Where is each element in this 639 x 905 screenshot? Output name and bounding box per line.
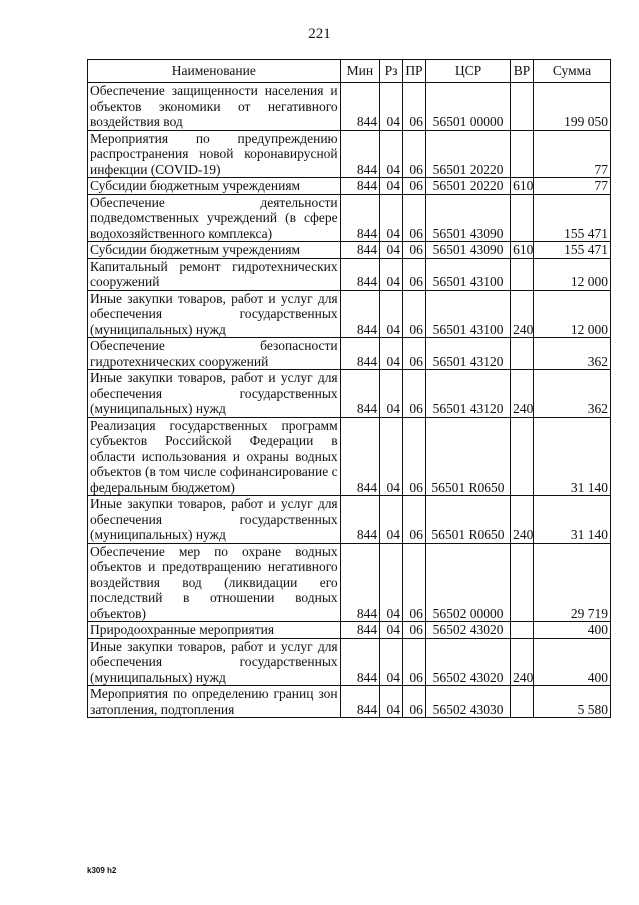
table-row bbox=[88, 83, 611, 131]
row-vr bbox=[511, 622, 534, 639]
row-rz: 04 bbox=[380, 622, 403, 639]
header-csr: ЦСР bbox=[425, 60, 510, 83]
row-csr: 56501 43090 bbox=[425, 242, 510, 259]
row-csr: 56501 R0650 bbox=[425, 417, 510, 496]
row-csr: 56502 00000 bbox=[425, 543, 510, 622]
row-sum: 400 bbox=[533, 638, 610, 686]
row-min: 844 bbox=[340, 686, 380, 718]
row-pr: 06 bbox=[403, 178, 426, 195]
row-name: Субсидии бюджетным учреждениям bbox=[88, 178, 341, 195]
row-csr: 56502 43020 bbox=[425, 638, 510, 686]
row-pr: 06 bbox=[403, 130, 426, 178]
row-pr: 06 bbox=[403, 638, 426, 686]
table-row bbox=[88, 178, 611, 195]
row-csr: 56501 43100 bbox=[425, 290, 510, 338]
table-row bbox=[88, 258, 611, 290]
row-sum: 362 bbox=[533, 370, 610, 418]
row-csr: 56501 R0650 bbox=[425, 496, 510, 544]
row-min: 844 bbox=[340, 290, 380, 338]
row-rz: 04 bbox=[380, 258, 403, 290]
row-csr: 56501 20220 bbox=[425, 178, 510, 195]
row-vr: 240 bbox=[511, 496, 534, 544]
row-rz: 04 bbox=[380, 130, 403, 178]
row-sum: 5 580 bbox=[533, 686, 610, 718]
row-vr bbox=[511, 83, 534, 131]
row-pr: 06 bbox=[403, 417, 426, 496]
row-min: 844 bbox=[340, 638, 380, 686]
row-name: Иные закупки товаров, работ и услуг для обеспечения государственных (муниципальных) нужд bbox=[88, 638, 341, 686]
row-pr: 06 bbox=[403, 258, 426, 290]
row-name: Мероприятия по определению границ зон затопления, подтопления bbox=[88, 686, 341, 718]
header-name: Наименование bbox=[88, 60, 341, 83]
row-name: Капитальный ремонт гидротехнических сооружений bbox=[88, 258, 341, 290]
row-pr: 06 bbox=[403, 496, 426, 544]
row-rz: 04 bbox=[380, 338, 403, 370]
table-row bbox=[88, 130, 611, 178]
row-vr bbox=[511, 543, 534, 622]
header-min: Мин bbox=[340, 60, 380, 83]
row-vr bbox=[511, 417, 534, 496]
row-rz: 04 bbox=[380, 242, 403, 259]
row-vr bbox=[511, 130, 534, 178]
row-vr bbox=[511, 194, 534, 242]
row-min: 844 bbox=[340, 130, 380, 178]
footer-code: k309 h2 bbox=[87, 866, 117, 875]
table-row bbox=[88, 417, 611, 496]
row-csr: 56501 43120 bbox=[425, 338, 510, 370]
row-min: 844 bbox=[340, 496, 380, 544]
row-min: 844 bbox=[340, 338, 380, 370]
header-row bbox=[88, 60, 611, 83]
table-row bbox=[88, 622, 611, 639]
row-pr: 06 bbox=[403, 622, 426, 639]
row-vr: 610 bbox=[511, 242, 534, 259]
table-row bbox=[88, 290, 611, 338]
row-min: 844 bbox=[340, 83, 380, 131]
row-rz: 04 bbox=[380, 417, 403, 496]
row-pr: 06 bbox=[403, 338, 426, 370]
row-min: 844 bbox=[340, 370, 380, 418]
row-pr: 06 bbox=[403, 290, 426, 338]
row-name: Иные закупки товаров, работ и услуг для обеспечения государственных (муниципальных) нужд bbox=[88, 370, 341, 418]
row-min: 844 bbox=[340, 178, 380, 195]
row-sum: 155 471 bbox=[533, 194, 610, 242]
row-rz: 04 bbox=[380, 686, 403, 718]
table-row bbox=[88, 370, 611, 418]
header-pr: ПР bbox=[403, 60, 426, 83]
row-name: Обеспечение защищенности населения и объектов экономики от негативного воздействия вод bbox=[88, 83, 341, 131]
header-rz: Рз bbox=[380, 60, 403, 83]
row-name: Обеспечение безопасности гидротехнических сооружений bbox=[88, 338, 341, 370]
row-vr: 240 bbox=[511, 370, 534, 418]
row-rz: 04 bbox=[380, 194, 403, 242]
row-name: Мероприятия по предупреждению распространения новой коронавирусной инфекции (COVID-19) bbox=[88, 130, 341, 178]
row-sum: 155 471 bbox=[533, 242, 610, 259]
row-sum: 12 000 bbox=[533, 290, 610, 338]
row-csr: 56502 43020 bbox=[425, 622, 510, 639]
row-min: 844 bbox=[340, 622, 380, 639]
row-vr: 610 bbox=[511, 178, 534, 195]
row-sum: 77 bbox=[533, 178, 610, 195]
row-csr: 56502 43030 bbox=[425, 686, 510, 718]
row-csr: 56501 00000 bbox=[425, 83, 510, 131]
row-sum: 77 bbox=[533, 130, 610, 178]
row-rz: 04 bbox=[380, 83, 403, 131]
row-min: 844 bbox=[340, 242, 380, 259]
row-csr: 56501 43100 bbox=[425, 258, 510, 290]
row-pr: 06 bbox=[403, 83, 426, 131]
row-pr: 06 bbox=[403, 194, 426, 242]
row-sum: 12 000 bbox=[533, 258, 610, 290]
table-row bbox=[88, 194, 611, 242]
row-name: Реализация государственных программ субъектов Российской Федерации в области использования и охраны водных объектов (в том числе софинансирование с федеральным бюджетом) bbox=[88, 417, 341, 496]
row-sum: 31 140 bbox=[533, 417, 610, 496]
row-sum: 199 050 bbox=[533, 83, 610, 131]
row-rz: 04 bbox=[380, 290, 403, 338]
table-row bbox=[88, 338, 611, 370]
header-vr: ВР bbox=[511, 60, 534, 83]
row-sum: 362 bbox=[533, 338, 610, 370]
budget-table bbox=[87, 59, 611, 718]
row-pr: 06 bbox=[403, 686, 426, 718]
row-min: 844 bbox=[340, 194, 380, 242]
row-vr: 240 bbox=[511, 290, 534, 338]
row-name: Субсидии бюджетным учреждениям bbox=[88, 242, 341, 259]
row-vr bbox=[511, 686, 534, 718]
row-name: Природоохранные мероприятия bbox=[88, 622, 341, 639]
row-name: Иные закупки товаров, работ и услуг для обеспечения государственных (муниципальных) нужд bbox=[88, 496, 341, 544]
row-vr bbox=[511, 258, 534, 290]
row-min: 844 bbox=[340, 258, 380, 290]
row-sum: 31 140 bbox=[533, 496, 610, 544]
row-sum: 400 bbox=[533, 622, 610, 639]
row-name: Обеспечение деятельности подведомственных учреждений (в сфере водохозяйственного комплекса) bbox=[88, 194, 341, 242]
row-vr bbox=[511, 338, 534, 370]
row-rz: 04 bbox=[380, 178, 403, 195]
row-name: Иные закупки товаров, работ и услуг для обеспечения государственных (муниципальных) нужд bbox=[88, 290, 341, 338]
row-sum: 29 719 bbox=[533, 543, 610, 622]
table-row bbox=[88, 686, 611, 718]
row-pr: 06 bbox=[403, 242, 426, 259]
row-csr: 56501 20220 bbox=[425, 130, 510, 178]
row-pr: 06 bbox=[403, 370, 426, 418]
row-rz: 04 bbox=[380, 370, 403, 418]
row-rz: 04 bbox=[380, 543, 403, 622]
table-row bbox=[88, 543, 611, 622]
row-min: 844 bbox=[340, 417, 380, 496]
row-min: 844 bbox=[340, 543, 380, 622]
table-row bbox=[88, 496, 611, 544]
row-rz: 04 bbox=[380, 638, 403, 686]
row-rz: 04 bbox=[380, 496, 403, 544]
page-number: 221 bbox=[308, 26, 331, 42]
row-csr: 56501 43090 bbox=[425, 194, 510, 242]
header-sum: Сумма bbox=[533, 60, 610, 83]
row-csr: 56501 43120 bbox=[425, 370, 510, 418]
row-name: Обеспечение мер по охране водных объектов и предотвращению негативного воздействия вод (ликвидации его последствий в отношении водных объектов) bbox=[88, 543, 341, 622]
row-vr: 240 bbox=[511, 638, 534, 686]
row-pr: 06 bbox=[403, 543, 426, 622]
table-row bbox=[88, 638, 611, 686]
table-row bbox=[88, 242, 611, 259]
